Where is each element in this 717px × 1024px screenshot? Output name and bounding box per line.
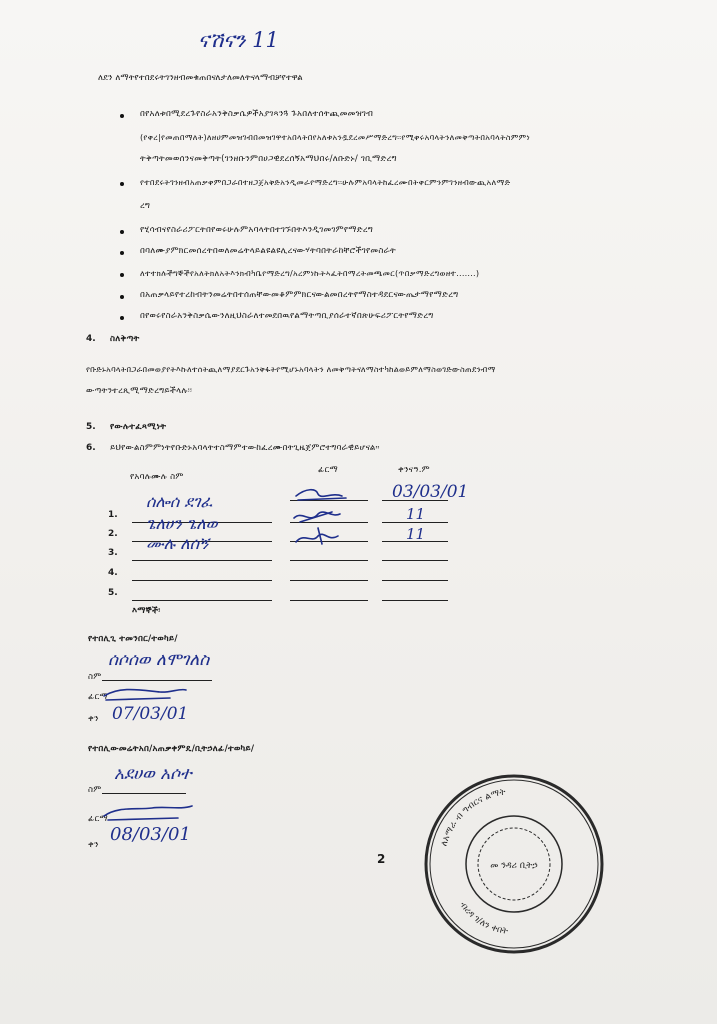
name-line — [102, 680, 212, 681]
member-date: 11 — [406, 505, 426, 523]
receiver-title: የተበሊጊ ተመንበር/ተወካይ/ — [88, 634, 178, 644]
member-name: ሙሉ ለሰኝ — [146, 534, 209, 553]
name-label: ስም — [88, 785, 102, 795]
section-text: የቡድኑአባላትበጋራበመወያየትእኩለተሰትጪለማያደርጉአንቅፋትየሚሆኑአባላትን ለመቅጣትናለማስተካከልወይምለማስወገድውስጠደንብማ — [86, 364, 496, 374]
bullet-dot — [120, 230, 124, 234]
signature-mark — [296, 528, 338, 544]
list-item: ረግ — [140, 201, 151, 211]
page-number: 2 — [377, 852, 386, 866]
date-line — [382, 580, 448, 581]
receiver-date: 07/03/01 — [112, 704, 189, 724]
name-line — [132, 560, 272, 561]
receiver-date: 08/03/01 — [110, 824, 191, 845]
stamp-bottom-text: ብረዳ ገ/ለን ቀበት — [457, 900, 509, 937]
member-name: ጌለሀን ጌለወ — [146, 514, 218, 533]
section-number: 5. — [86, 422, 96, 432]
signature-label: ፊርማ — [88, 814, 108, 824]
list-item: በአጠቃላይየተረከብትንመሬትበተሰጠቸውመቆምምክርናውልመበረትየማስተዳደርናውጤታማየማድረግ — [140, 290, 459, 300]
member-signatures — [288, 484, 372, 558]
stamp-seal — [420, 770, 608, 958]
bullet-dot — [120, 316, 124, 320]
receiver-signature — [100, 682, 190, 706]
handwritten-title: ናሽናን 11 — [198, 28, 279, 52]
column-header-date: ቀንናዓ.ም — [398, 465, 430, 475]
witnesses-label: እማኞች፡ — [132, 606, 161, 616]
list-item: (የቀረ|የመጠበማለት)ለዘሀምመዝገብበመዝገዋተአበላትበየአለቱአንዷደረመሥማድረግ፡፡የሚቀሩአባላትንለመቅጣትበአባላትስምምነ — [140, 132, 530, 142]
list-item: ትቅጣትመወሰንናመቅጣት(ገንዘቡንምበሀጋዊደረሰኝአማህበሩ/ለቡድኑ/ ገቢማድረግ — [140, 154, 397, 164]
date-line — [382, 600, 448, 601]
section-number: 6. — [86, 443, 96, 453]
member-name: ሰሎሰ ደገፈ — [146, 492, 213, 511]
date-line — [382, 560, 448, 561]
name-label: ስም — [88, 672, 102, 682]
stamp-ring-text: ለአማራ ብ ግብርና ልማት — [439, 787, 507, 848]
receiver-signature — [100, 800, 196, 824]
section-text: ይህየውልስምምነትየቡድኑአባላትተስማምተውከፈረሙበትጊዜጀምሮተግባራዊይሆናል። — [110, 443, 380, 453]
list-item: የተበደሩትገንዘብአጠቃቀምበጋራበተዘጋጀአቅድአንዲመራየማድረግ፡፡ሁሉምአባላትከፈረሙበትቀርምንምገንዘብውጪአለማድ — [140, 177, 511, 187]
receiver-title: የተበሊውመሬትአበ/አጠቃቀምዴ/ቢትኃለፊ/ተወካይ/ — [88, 744, 255, 754]
signature-line — [290, 560, 368, 561]
row-number: 4. — [108, 568, 118, 578]
date-label: ቀን — [88, 840, 99, 850]
signature-mark — [296, 490, 346, 500]
bullet-dot — [120, 114, 124, 118]
receiver-name: አደሀወ አሶተ — [114, 764, 192, 784]
name-line — [132, 600, 272, 601]
section-title: ስለቅጣት — [110, 334, 140, 344]
signature-line — [290, 580, 368, 581]
row-number: 1. — [108, 510, 118, 520]
signature-mark — [294, 512, 340, 522]
intro-line: ለደን ለማትየተበደሩትገንዘብመቁጠበናለታለመለትናላማብቻየተዋል — [98, 72, 303, 82]
section-title: የውሉተፈጻሚነት — [110, 422, 167, 432]
list-item: በባለሙያምክርመሰረትበወለመሬትላይልዩልዩሊረናውሃትባበትራከቸሮችገየመስራት — [140, 246, 397, 256]
bullet-dot — [120, 273, 124, 277]
name-line — [132, 580, 272, 581]
member-date: 11 — [406, 525, 426, 543]
signature-label: ፊርማ — [88, 692, 108, 702]
date-label: ቀን — [88, 714, 99, 724]
row-number: 2. — [108, 529, 118, 539]
list-item: የሂሳብናየስራሪፖርትበየወሩሁሉምአባላትበተገኙበትእንዲገመገምየማድረግ — [140, 225, 374, 235]
receiver-name: ሰሶሰወ ለሞገለስ — [108, 650, 210, 670]
bullet-dot — [120, 295, 124, 299]
row-number: 3. — [108, 548, 118, 558]
section-number: 4. — [86, 334, 96, 344]
column-header-name: የአባሉሙሉ ስም — [130, 472, 184, 482]
list-item: በየወሩየስራአንቅስቃሴውንለዚህስራለተመደበዉየልማትጣቢያሰራተኛበጽሁፍሪፖርትየማድረግ — [140, 311, 434, 321]
column-header-signature: ፊርማ — [318, 465, 338, 475]
official-stamp — [420, 770, 608, 958]
bullet-dot — [120, 251, 124, 255]
name-line — [102, 793, 186, 794]
signature-line — [290, 600, 368, 601]
section-text: ውጣትንተረጺሚማድረግይችላሉ፡፡ — [86, 386, 193, 396]
list-item: ለተተክሉችግኞችየአለትክለአትእንክብካቤየማድረግ/አረምነኩትኣፈትበማረትመጫመር(ጥበቃማድረግወዘተ.......) — [140, 268, 480, 278]
list-item: በየአለቱበሚደረጉየስራአንቅስቃሴዎችአያገጻንጓ ጉአበለተሰትጪመመዝገብ — [140, 109, 374, 119]
svg-text:ብረዳ ገ/ለን ቀበት — [457, 900, 508, 936]
row-number: 5. — [108, 588, 118, 598]
member-date: 03/03/01 — [392, 482, 469, 502]
bullet-dot — [120, 182, 124, 186]
stamp-inner-text: መ ንዳሪ ቢትኃ — [490, 861, 538, 871]
